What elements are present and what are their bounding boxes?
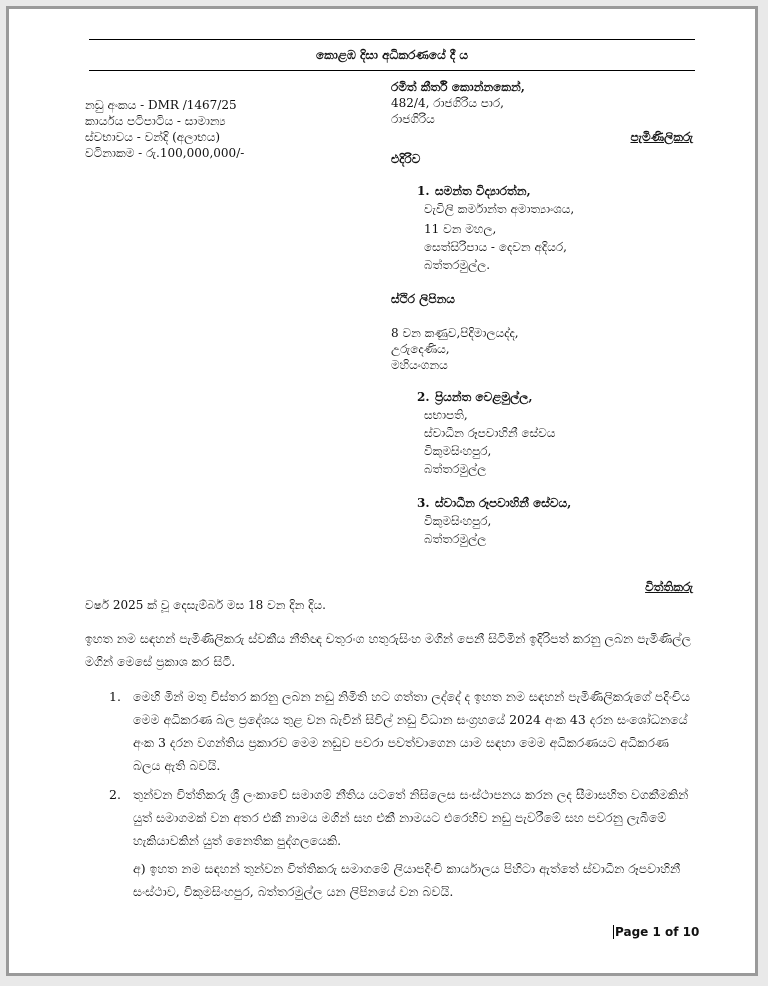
document-page — [6, 6, 758, 976]
defendant-2-address-line: සභාපති, — [424, 408, 468, 422]
page-number — [613, 925, 699, 939]
permanent-address-heading: ස්ථිර ලිපිනය — [391, 292, 455, 306]
versus-label: එදිරිව — [391, 152, 421, 166]
defendant-1-number: 1. — [417, 184, 430, 198]
intro-paragraph: ඉහත නම සඳහන් පැමිණිලිකරු ස්වකීය නීතිඥ චතුරංග හතුරුසිංහ මගින් පෙනී සිටිමින් ඉදිරිපත් කරනු ලබන පැමිණිල්ල මගින් මෙසේ ප්‍රකාශ කර සිටී. — [85, 631, 692, 669]
defendant-2-address-line: විකුමසිංහපුර, — [424, 444, 492, 458]
defendant-2-address-line: ස්වාධීන රූපවාහිනී සේවය — [424, 426, 556, 440]
case-value: වටිනාකම - රු.100,000,000/- — [85, 146, 245, 160]
paragraph-number: 2. — [109, 787, 121, 802]
defendant-2-address-line: බත්තරමුල්ල — [424, 462, 487, 476]
defendant-1-address-line: වැවිලි කර්මාන්ත අමාත්‍යාංශය, — [424, 202, 575, 216]
plaintiff-name: රමිත් කීර්ති කොන්නකෙන්, — [391, 80, 525, 94]
defendant-3-address-line: විකුමසිංහපුර, — [424, 514, 492, 528]
text-cursor — [613, 925, 614, 939]
case-number: නඩු අංකය - DMR /1467/25 — [85, 98, 237, 112]
paragraph-text: තුන්වන විත්තිකරු ශ්‍රී ලංකාවේ සමාගම් නීතිය යටතේ නිසිලෙස සංස්ථාපනය කරන ලද සීමාසහිත වගකීමකින් යුත් සමාගමක් වන අතර එකී නාමය මගින් සහ එකී නාමයට එරෙහිව නඩු පැවරීමේ සහ පවරනු ලැබීමේ හැකියාවකින් යුත් නෛතික පුද්ගලයෙකි. — [133, 787, 689, 848]
sub-paragraph: අ) ඉහත නම සඳහන් තුන්වන විත්තිකරු සමාගමේ ලියාපදිංචි කාර්යාලය පිහිටා ඇත්තේ ස්වාධීන රූපවාහිනී සංස්ථාව, විකුමසිංහපුර, බත්තරමුල්ල යන ලිපිනයේ වන බවයි. — [133, 861, 681, 899]
paragraph-number: 1. — [109, 689, 121, 704]
defendant-1-address-line: 11 වන මහල, — [424, 222, 497, 236]
defendant-1-address-line: සෙත්සිරිපාය - දෙවන අදියර, — [424, 240, 567, 254]
defendant-3-address-line: බත්තරමුල්ල — [424, 532, 487, 546]
page-number-label: Page 1 of 10 — [615, 925, 700, 939]
plaintiff-role: පැමිණිලිකරු — [630, 130, 693, 144]
court-title: කොළඹ දිසා අධිකරණයේ දී ය — [89, 39, 695, 71]
plaintiff-address-line: රාජගිරිය — [391, 112, 435, 126]
permanent-address-line: මහියංගනය — [391, 358, 448, 372]
paragraph-text: මෙහි මින් මතු විස්තර කරනු ලබන නඩු නිමිති හට ගත්තා ලද්දේ ද ඉහත නම සඳහන් පැමිණිලිකරුගේ පදිංචිය මෙම අධිකරණ බල ප්‍රදේශය තුළ වන බැවින් සිවිල් නඩු විධාන සංග්‍රහයේ 2024 අංක 43 දරන සංශෝධනයේ අංක 3 දරන වගන්තිය ප්‍රකාරව මෙම නඩුව පවරා පවත්වාගෙන යාම සඳහා මෙම අධිකරණයට අධිකරණ බලය ඇති බවයි. — [133, 689, 690, 773]
date-line: වර්ෂ 2025 ක් වූ දෙසැම්බර් මස 18 වන දින දිය. — [85, 598, 326, 612]
defendant-3-number: 3. — [417, 496, 430, 510]
permanent-address-line: 8 වන කණුව,පිදිමාලයද්ද, — [391, 326, 519, 340]
permanent-address-line: උරුදෙණිය, — [391, 342, 450, 356]
defendant-1-name: සමන්ත විද්‍යාරත්න, — [435, 184, 531, 198]
defendant-2-name: ප්‍රියන්ත වෙළමුල්ල, — [435, 390, 533, 404]
plaintiff-address-line: 482/4, රාජගිරිය පාර, — [391, 96, 504, 110]
case-procedure: කාර්යය පටිපාටිය - සාමාන්‍ය — [85, 114, 226, 128]
case-nature: ස්වභාවය - වන්දි (අලාභය) — [85, 130, 221, 144]
defendant-2-number: 2. — [417, 390, 430, 404]
defendants-role: විත්තිකරු — [645, 580, 693, 594]
defendant-3-name: ස්වාධීන රූපවාහිනී සේවය, — [435, 496, 572, 510]
defendant-1-address-line: බත්තරමුල්ල. — [424, 258, 491, 272]
